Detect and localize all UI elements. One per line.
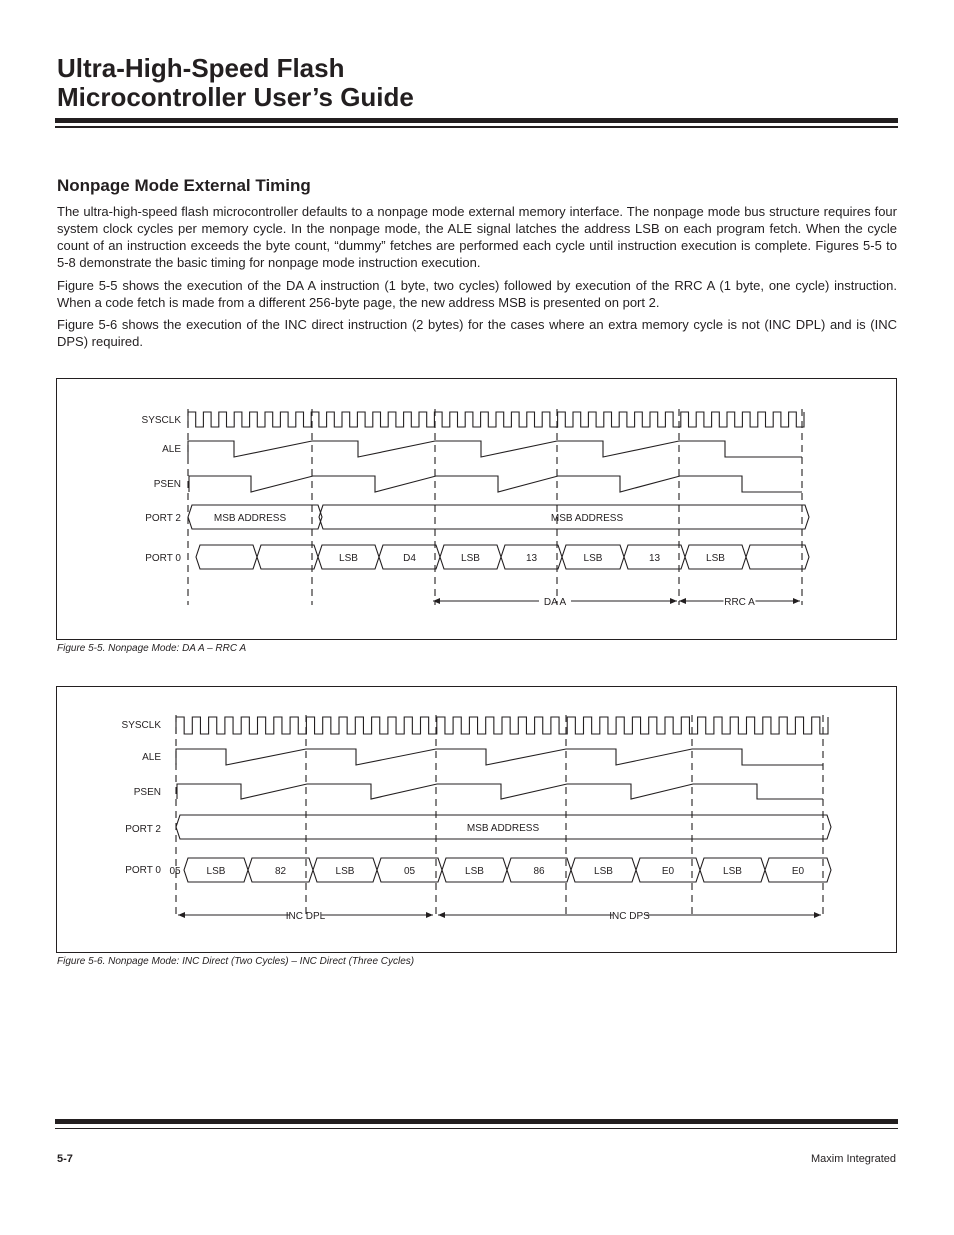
fig1-port0-segment-0 — [196, 545, 257, 569]
fig2-port0-label-4: LSB — [465, 866, 484, 877]
title-line-2: Microcontroller User’s Guide — [57, 82, 414, 112]
fig1-span-da-a-arrow-left — [433, 598, 440, 604]
fig1-span-da-a-arrow-right — [670, 598, 677, 604]
footer-rule-thick — [55, 1119, 898, 1124]
fig2-signal-label-port-2: PORT 2 — [125, 824, 161, 835]
fig1-psen-waveform — [189, 476, 802, 492]
fig1-signal-label-psen: PSEN — [153, 479, 181, 490]
fig2-port0-lead-label: 05 — [169, 866, 181, 877]
fig2-signal-label-ale: ALE — [142, 752, 161, 763]
fig1-port0-label-3: D4 — [403, 553, 416, 564]
fig1-port0-label-5: 13 — [525, 553, 538, 564]
paragraph-figure-5-5: Figure 5-5 shows the execution of the DA A instruction (1 byte, two cycles) followed by execution of the RRC A (1 byte, one cycle) instruction. When a code fetch is made from a different 256-byte page, the new address MSB is presented on port 2. — [57, 278, 897, 310]
fig1-ale-waveform — [188, 441, 802, 457]
fig2-port0-label-3: 05 — [403, 866, 416, 877]
fig1-port0-label-7: 13 — [648, 553, 661, 564]
figure-5-6-timing-diagram — [57, 687, 896, 952]
fig2-port0-label-6: LSB — [594, 866, 613, 877]
fig1-port2-label-0: MSB ADDRESS — [213, 513, 287, 524]
document-title — [57, 54, 757, 112]
fig2-span-inc-dps-arrow-right — [814, 912, 821, 918]
page-number: 5-7 — [57, 1153, 73, 1165]
footer-rule-thin — [55, 1128, 898, 1129]
figure-5-6-box — [56, 686, 897, 953]
fig2-span-inc-dpl-label: INC DPL — [285, 911, 326, 922]
publisher-name: Maxim Integrated — [811, 1153, 896, 1165]
fig2-sysclk-waveform — [176, 717, 828, 734]
header-rule-thick — [55, 118, 898, 123]
fig2-span-inc-dps-label: INC DPS — [609, 911, 650, 922]
fig2-port0-label-8: LSB — [723, 866, 742, 877]
fig2-signal-label-sysclk: SYSCLK — [121, 720, 161, 731]
fig2-port0-label-7: E0 — [661, 866, 675, 877]
fig2-port0-label-1: 82 — [274, 866, 287, 877]
section-heading: Nonpage Mode External Timing — [57, 176, 311, 195]
fig1-span-da-a-label: DA A — [543, 597, 567, 608]
fig1-sysclk-waveform — [188, 412, 804, 427]
fig1-signal-label-port-0: PORT 0 — [145, 553, 181, 564]
header-rule-thin — [55, 126, 898, 128]
fig1-signal-label-sysclk: SYSCLK — [141, 415, 181, 426]
fig1-port0-label-8: LSB — [706, 553, 725, 564]
figure-5-5-box — [56, 378, 897, 640]
fig1-signal-label-ale: ALE — [162, 444, 181, 455]
paragraph-intro: The ultra-high-speed flash microcontroller defaults to a nonpage mode external memory interface. The nonpage mode bus structure requires four system clock cycles per memory cycle. In the nonpage mode, the ALE signal latches the address LSB on each program fetch. When the cycle count of an instruction exceeds the byte count, “dummy” fetches are performed each cycle until instruction execution is complete. Figures 5-5 to 5-8 demonstrate the basic timing for nonpage mode instruction execution. — [57, 204, 897, 270]
figure-5-6-caption: Figure 5-6. Nonpage Mode: INC Direct (Two Cycles) – INC Direct (Three Cycles) — [57, 956, 415, 967]
fig1-signal-label-port-2: PORT 2 — [145, 513, 181, 524]
fig2-psen-waveform — [177, 784, 823, 799]
fig1-span-rrc-a-arrow-left — [679, 598, 686, 604]
fig2-ale-waveform — [176, 749, 823, 765]
fig2-signal-label-port-0: PORT 0 — [125, 865, 161, 876]
fig2-port2-label-0: MSB ADDRESS — [466, 823, 540, 834]
fig1-port0-segment-9 — [746, 545, 809, 569]
fig1-port0-segment-1 — [257, 545, 318, 569]
fig1-port2-label-1: MSB ADDRESS — [550, 513, 624, 524]
title-line-1: Ultra-High-Speed Flash — [57, 53, 345, 83]
fig2-signal-label-psen: PSEN — [133, 787, 161, 798]
fig1-span-rrc-a-arrow-right — [793, 598, 800, 604]
fig2-port0-label-2: LSB — [335, 866, 355, 877]
fig2-port0-label-9: E0 — [791, 866, 805, 877]
fig1-port0-label-6: LSB — [583, 553, 603, 564]
fig1-span-rrc-a-label: RRC A — [724, 597, 755, 608]
fig2-span-inc-dpl-arrow-left — [178, 912, 185, 918]
paragraph-figure-5-6: Figure 5-6 shows the execution of the INC direct instruction (2 bytes) for the cases where an extra memory cycle is not (INC DPL) and is (INC DPS) required. — [57, 317, 897, 349]
fig2-span-inc-dpl-arrow-right — [426, 912, 433, 918]
fig2-span-inc-dps-arrow-left — [438, 912, 445, 918]
fig2-port0-label-5: 86 — [533, 866, 545, 877]
figure-5-5-caption: Figure 5-5. Nonpage Mode: DA A – RRC A — [57, 643, 247, 654]
figure-5-5-timing-diagram — [57, 379, 896, 639]
fig1-port0-label-2: LSB — [339, 553, 358, 564]
fig1-port0-label-4: LSB — [461, 553, 480, 564]
fig2-port0-label-0: LSB — [206, 866, 226, 877]
